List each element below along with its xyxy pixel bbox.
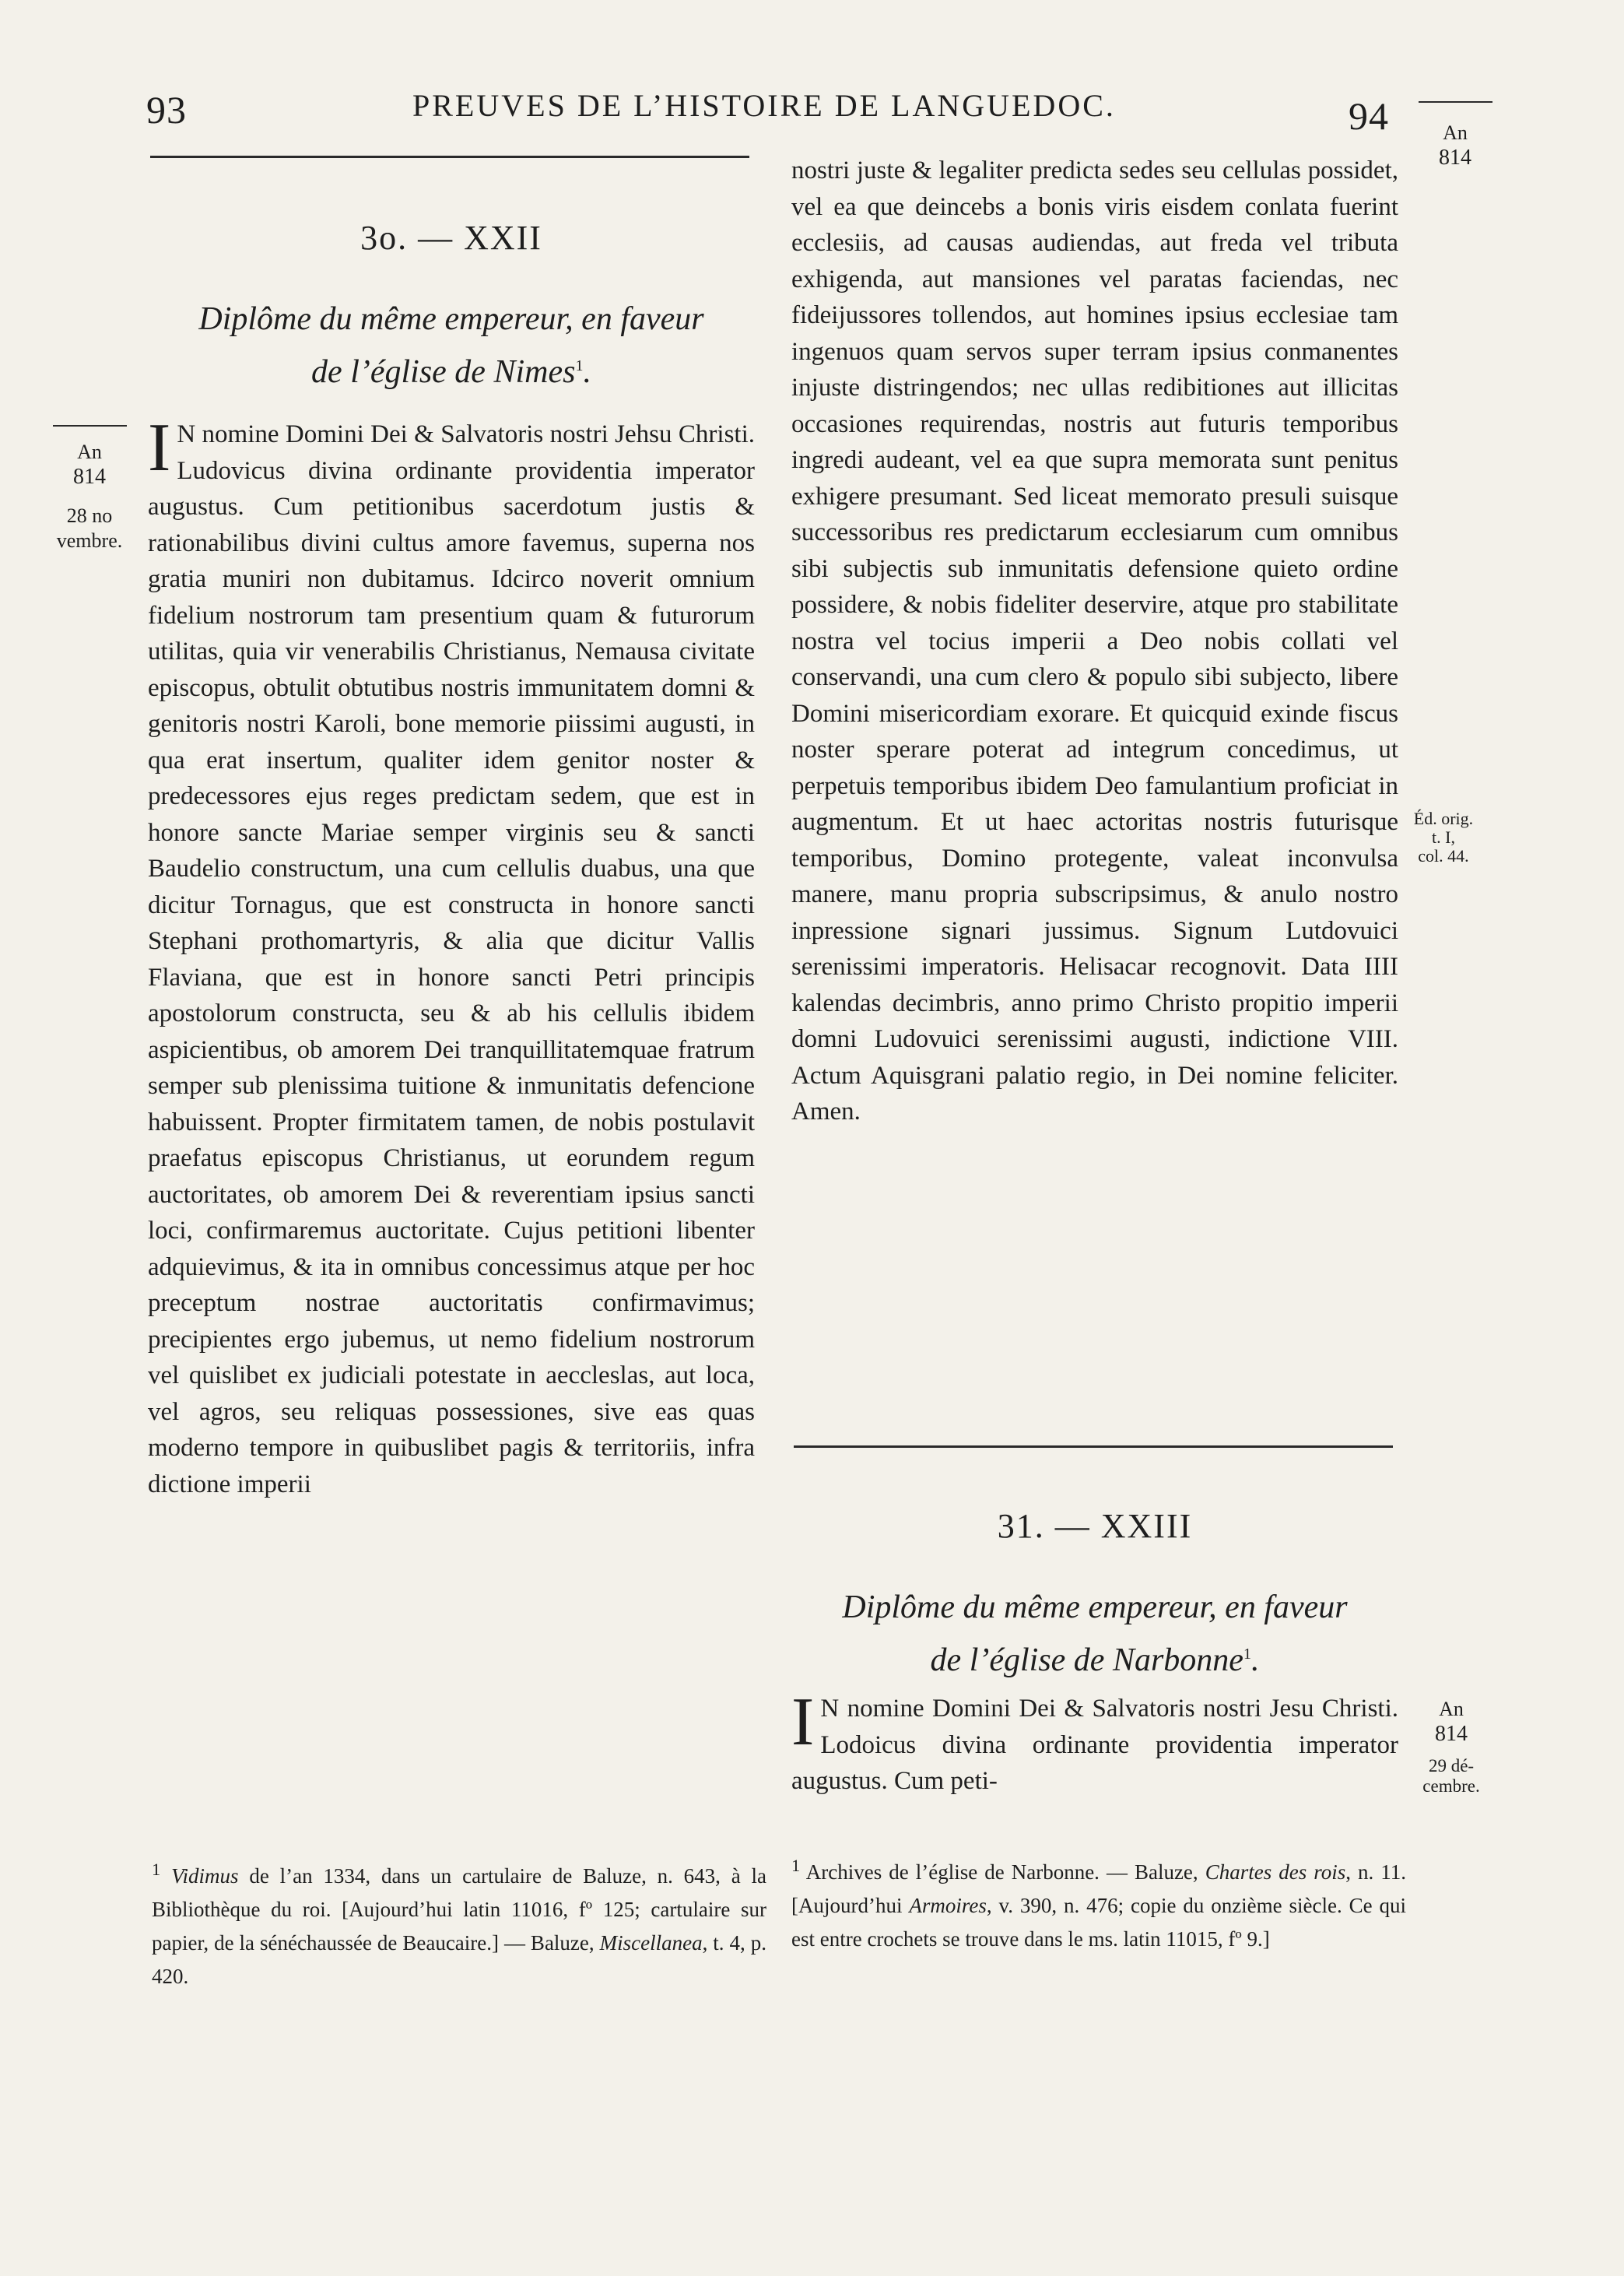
- footnote-ref: 1: [575, 357, 584, 374]
- margin-note-year-top: An 814: [1439, 121, 1471, 170]
- section-31-number: 31. — XXIII: [997, 1507, 1193, 1545]
- page-number-right: 94: [1349, 94, 1389, 138]
- section-30-body-continued: nostri juste & legaliter predicta sedes seu cellulas possidet, vel ea que deincebs a bonis viris eisdem conlata fuerint ecclesiis, ad causas audiendas, aut freda vel tributa exhigenda, aut mansiones vel paratas faciendas, nec fideijussores tollendos, aut homines ipsius ecclesiae tam ingenuos quam servos super terram ipsius conmanentes injuste distringendos; nec ullas redibitiones aut illicitas occasiones requirendas, nostris aut futuris temporibus ingredi audeant, vel ea que supra memorata sunt penitus exhigere presumant. Sed liceat memorato presuli suisque successoribus res predictarum ecclesiarum cum omnibus sibi subjectis sub inmunitatis defensione quieto ordine possidere, & nobis fideliter deservire, atque pro stabilitate nostra vel tocius imperii a Deo nobis collati vel conservandi, una cum clero & populo sibi subjecto, libere Domini misericordiam exorare. Et quicquid exinde fiscus noster sperare poterat ad integrum concedimus, ut perpetuis temporibus ibidem Deo famulantium proficiat in augmentum. Et ut haec actoritas nostris futurisque temporibus, Domino protegente, valeat inconvulsa manere, manu propria subscripsimus, & anulo nostro inpressione signari jussimus. Signum Lutdovuici serenissimi imperatoris. Helisacar recognovit. Data IIII kalendas decimbris, anno primo Christo propitio imperii domni Ludovuici serenissimi augusti, indictione VIII. Actum Aquisgrani palatio regio, in Dei nomine feliciter. Amen.: [791, 156, 1399, 1126]
- section-30-number: 3o. — XXII: [360, 219, 542, 257]
- section-31-title: Diplôme du même empereur, en faveur de l’église de Narbonne$^1$.: [842, 1589, 1348, 1678]
- footnote-section-30: $^1$ Vidimus de l’an 1334, dans un cartulaire de Baluze, n. 643, à la Bibliothèque du roi. [Aujourd’hui latin 11016, fº 125; cartulaire sur papier, de la sénéchaussée de Beaucaire.] — Baluze, Miscellanea, t. 4, p. 420.: [152, 1860, 767, 1988]
- footnote-ref: 1: [1243, 1646, 1251, 1663]
- page-number-left: 93: [146, 88, 187, 132]
- header-rule-left: [150, 156, 749, 158]
- section-30-body: I N nomine Domini Dei & Salvatoris nostri Jehsu Christi. Ludovicus divina ordinante providentia imperator augustus. Cum petitionibus sacerdotum justis & rationabilibus divini cultus amore favemus, superna nos gratia muniri non dubitamus. Idcirco noverit omnium fidelium nostrorum tam presentium quam & futurorum utilitas, quia vir venerabilis Christianus, Nemausa civitate episcopus, obtulit obtutibus nostris immunitatem domni & genitoris nostri Karoli, bone memorie piissimi augusti, in qua erat insertum, qualiter idem genitor noster & predecessores ejus reges predictam sedem, que est in honore sancte Mariae semper virginis seu & sancti Baudelio constructum, una cum cellulis duabus, una que dicitur Tornagus, que est constructa in honore sancti Stephani prothomartyris, & alia que dicitur Vallis Flaviana, que est in honore sancti Petri principis apostolorum constructa, seu & ab his cellulis ibidem aspicientibus, ob amorem Dei tranquillitatemquae fratrum semper sub plenissima tuitione & inmunitatis defencione habuissent. Propter firmitatem tamen, de nobis postulavit praefatus episcopus Christianus, ut eorundem regum auctoritates, ob amorem Dei & reverentiam ipsius sancti loci, confirmaremus auctoritate. Cujus petitioni libenter adquievimus, & ita in omnibus concessimus atque per hoc preceptum nostrae auctoritatis confirmavimus; precipientes ergo jubemus, ut nemo fidelium nostrorum vel quislibet ex judiciali potestate in aeccleslas, aut loca, vel agros, seu reliquas possessiones, sive eas quas moderno tempore in quibuslibet pagis & territoriis, infra dictione imperii: [148, 410, 755, 1498]
- section-30-title: Diplôme du même empereur, en faveur de l’église de Nimes$^1$.: [198, 301, 704, 390]
- header-rule-right: [1419, 101, 1492, 103]
- running-title: PREUVES DE L’HISTOIRE DE LANGUEDOC.: [412, 88, 1116, 123]
- footnote-section-31: $^1$ Archives de l’église de Narbonne. — Baluze, Chartes des rois, n. 11. [Aujourd’hui Armoires, v. 390, n. 476; copie du onzième siècle. Ce qui est entre crochets se trouve dans le ms. latin 11015, fº 9.]: [791, 1856, 1407, 1951]
- section-separator: [794, 1445, 1393, 1448]
- margin-note-edition: Éd. orig. t. I, col. 44.: [1413, 809, 1474, 866]
- section-31-body: I N nomine Domini Dei & Salvatoris nostri Jesu Christi. Lodoicus divina ordinante providentia imperator augustus. Cum peti-: [791, 1684, 1398, 1795]
- drop-cap: I: [148, 410, 171, 486]
- margin-rule-left: [53, 425, 127, 427]
- drop-cap: I: [791, 1684, 815, 1760]
- margin-note-year-left: An 814 28 no vembre.: [56, 441, 123, 552]
- margin-note-year-bottom: An 814 29 dé- cembre.: [1422, 1698, 1480, 1796]
